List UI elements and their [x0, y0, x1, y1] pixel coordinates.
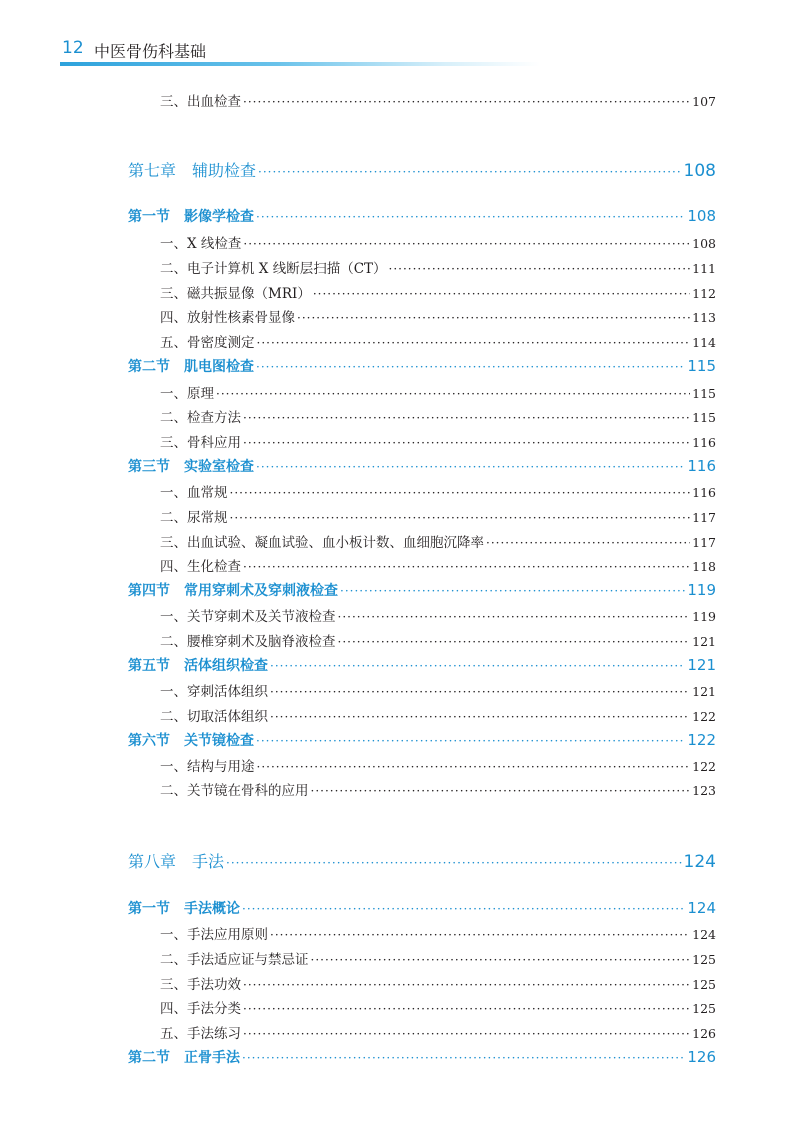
section-number: 第三节 [128, 459, 170, 475]
toc-chapter[interactable] [128, 849, 716, 873]
toc-item-title: 四、放射性核素骨显像 [160, 310, 295, 326]
toc-item-page: 108 [692, 236, 716, 251]
toc-item[interactable] [160, 779, 716, 799]
toc-item-page: 125 [692, 1001, 716, 1016]
dot-leader [243, 978, 690, 992]
section-title: 活体组织检查 [184, 658, 268, 674]
dot-leader [243, 1027, 690, 1041]
toc-item[interactable] [160, 431, 716, 451]
section-number: 第四节 [128, 583, 170, 599]
dot-leader [256, 210, 685, 224]
toc-item-page: 125 [692, 977, 716, 992]
toc-item[interactable] [160, 406, 716, 426]
toc-item-page: 113 [692, 310, 716, 325]
toc-item-page: 121 [692, 634, 716, 649]
toc-chapter[interactable] [128, 158, 716, 182]
dot-leader [256, 734, 685, 748]
section-page: 108 [687, 207, 716, 225]
dot-leader [216, 387, 690, 401]
toc-item-title: 二、电子计算机 X 线断层扫描（CT） [160, 261, 387, 277]
toc-item-title: 二、切取活体组织 [160, 709, 268, 725]
section-title: 常用穿刺术及穿刺液检查 [184, 583, 338, 599]
toc-item-title: 三、手法功效 [160, 977, 241, 993]
toc-section[interactable] [128, 206, 716, 226]
section-page: 124 [687, 899, 716, 917]
dot-leader [242, 1051, 685, 1065]
toc-item-title: 三、出血试验、凝血试验、血小板计数、血细胞沉降率 [160, 535, 484, 551]
dot-leader [311, 953, 691, 967]
chapter-title: 辅助检查 [192, 161, 257, 180]
toc-item[interactable] [160, 605, 716, 625]
toc-item-page: 116 [692, 435, 716, 450]
chapter-number: 第七章 [128, 161, 177, 180]
toc-item-title: 五、手法练习 [160, 1026, 241, 1042]
toc-item[interactable] [160, 331, 716, 351]
book-title: 中医骨伤科基础 [94, 42, 207, 61]
dot-leader [243, 411, 690, 425]
toc-item-page: 124 [692, 927, 716, 942]
dot-leader [258, 165, 682, 179]
toc-section[interactable] [128, 898, 716, 918]
toc-item[interactable] [160, 306, 716, 326]
toc-item-page: 118 [692, 559, 716, 574]
dot-leader [338, 635, 691, 649]
section-title: 正骨手法 [184, 1050, 240, 1066]
toc-item[interactable] [160, 481, 716, 501]
dot-leader [243, 560, 690, 574]
dot-leader [230, 511, 691, 525]
toc-section[interactable] [128, 456, 716, 476]
toc-section[interactable] [128, 356, 716, 376]
toc-item[interactable] [160, 282, 716, 302]
toc-item-title: 四、生化检查 [160, 559, 241, 575]
section-page: 122 [687, 731, 716, 749]
section-page: 116 [687, 457, 716, 475]
toc-item-page: 117 [692, 535, 716, 550]
dot-leader [243, 1002, 690, 1016]
dot-leader [256, 360, 685, 374]
section-page: 119 [687, 581, 716, 599]
toc-item-title: 一、手法应用原则 [160, 927, 268, 943]
section-number: 第二节 [128, 359, 170, 375]
toc-item-page: 115 [692, 410, 716, 425]
dot-leader [243, 436, 690, 450]
section-number: 第一节 [128, 901, 170, 917]
section-number: 第五节 [128, 658, 170, 674]
toc-item-title: 五、骨密度测定 [160, 335, 255, 351]
toc-item-title: 三、磁共振显像（MRI） [160, 286, 311, 302]
toc-item[interactable] [160, 555, 716, 575]
dot-leader [297, 311, 690, 325]
toc-item[interactable] [160, 923, 716, 943]
dot-leader [486, 536, 690, 550]
toc-item-title: 一、结构与用途 [160, 759, 255, 775]
toc-item-page: 115 [692, 386, 716, 401]
toc-item[interactable] [160, 506, 716, 526]
toc-item-title: 四、手法分类 [160, 1001, 241, 1017]
toc-item[interactable] [160, 973, 716, 993]
toc-item-title: 二、尿常规 [160, 510, 228, 526]
dot-leader [270, 928, 690, 942]
toc-item-page: 119 [692, 609, 716, 624]
section-title: 手法概论 [184, 901, 240, 917]
toc-item-title: 二、检查方法 [160, 410, 241, 426]
chapter-title: 手法 [192, 852, 225, 871]
toc-item-title: 一、X 线检查 [160, 236, 242, 252]
section-page: 126 [687, 1048, 716, 1066]
chapter-page: 108 [683, 161, 716, 181]
section-title: 关节镜检查 [184, 733, 254, 749]
toc-item-title: 三、出血检查 [160, 94, 241, 110]
chapter-number: 第八章 [128, 852, 177, 871]
page-number: 12 [62, 38, 84, 58]
section-page: 121 [687, 656, 716, 674]
dot-leader [257, 336, 691, 350]
dot-leader [270, 710, 690, 724]
dot-leader [242, 902, 685, 916]
dot-leader [389, 262, 691, 276]
page-header [0, 0, 800, 70]
toc-item-page: 112 [692, 286, 716, 301]
toc-item[interactable] [160, 680, 716, 700]
toc-item-page: 111 [692, 261, 716, 276]
dot-leader [256, 460, 685, 474]
toc-item-page: 114 [692, 335, 716, 350]
toc-item[interactable] [160, 997, 716, 1017]
toc-section[interactable] [128, 655, 716, 675]
dot-leader [270, 685, 690, 699]
toc-item-page: 122 [692, 709, 716, 724]
toc-section[interactable] [128, 730, 716, 750]
toc-item[interactable] [160, 232, 716, 252]
toc-item-title: 三、骨科应用 [160, 435, 241, 451]
toc-section[interactable] [128, 1047, 716, 1067]
toc-item[interactable] [160, 1022, 716, 1042]
dot-leader [311, 784, 691, 798]
section-title: 影像学检查 [184, 209, 254, 225]
section-number: 第一节 [128, 209, 170, 225]
toc-item-title: 一、血常规 [160, 485, 228, 501]
section-page: 115 [687, 357, 716, 375]
toc-item-page: 126 [692, 1026, 716, 1041]
dot-leader [270, 659, 685, 673]
dot-leader [257, 760, 691, 774]
toc-item-page: 117 [692, 510, 716, 525]
toc-item[interactable] [160, 755, 716, 775]
toc-item-page: 121 [692, 684, 716, 699]
toc-item-title: 二、腰椎穿刺术及脑脊液检查 [160, 634, 336, 650]
dot-leader [340, 584, 685, 598]
toc-item-page: 123 [692, 783, 716, 798]
dot-leader [338, 610, 691, 624]
toc-item-title: 一、穿刺活体组织 [160, 684, 268, 700]
dot-leader [243, 237, 690, 251]
toc-item-title: 一、原理 [160, 386, 214, 402]
toc-item-title: 二、手法适应证与禁忌证 [160, 952, 309, 968]
toc-item[interactable] [160, 257, 716, 277]
toc-item[interactable] [160, 705, 716, 725]
header-rule [60, 62, 540, 66]
dot-leader [230, 486, 691, 500]
section-title: 肌电图检查 [184, 359, 254, 375]
toc-item-title: 一、关节穿刺术及关节液检查 [160, 609, 336, 625]
toc-item-page: 107 [692, 94, 716, 109]
section-number: 第六节 [128, 733, 170, 749]
toc-item-page: 116 [692, 485, 716, 500]
toc-item[interactable] [160, 382, 716, 402]
chapter-page: 124 [683, 852, 716, 872]
dot-leader [226, 856, 682, 870]
toc-item[interactable] [160, 630, 716, 650]
toc-section[interactable] [128, 580, 716, 600]
section-number: 第二节 [128, 1050, 170, 1066]
toc-item[interactable] [160, 948, 716, 968]
toc-item[interactable] [160, 90, 716, 110]
section-title: 实验室检查 [184, 459, 254, 475]
toc-item-title: 二、关节镜在骨科的应用 [160, 783, 309, 799]
toc-item-page: 125 [692, 952, 716, 967]
toc-item[interactable] [160, 531, 716, 551]
toc-item-page: 122 [692, 759, 716, 774]
dot-leader [313, 287, 690, 301]
dot-leader [243, 95, 690, 109]
